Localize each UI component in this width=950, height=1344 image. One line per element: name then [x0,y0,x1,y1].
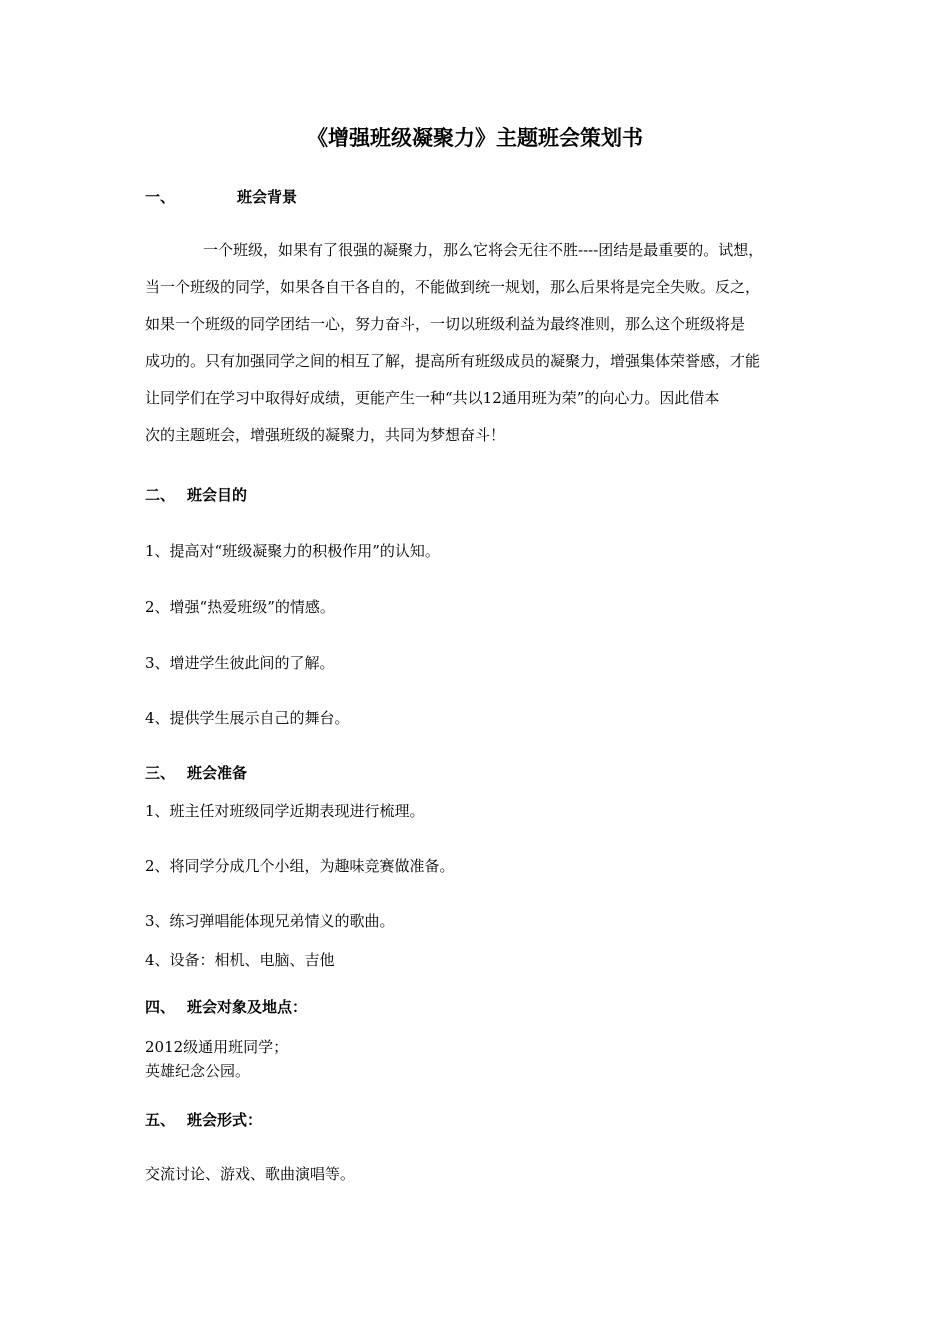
section-heading-preparation [145,762,247,783]
section-number: 二、 [145,486,176,504]
section-heading-format [145,1109,262,1130]
list-item: 3、增进学生彼此间的了解。 [145,654,335,672]
section-number: 三、 [145,764,176,782]
background-paragraph [145,232,830,454]
section-title: 班会背景 [237,188,298,206]
section-heading-participants-location [145,996,307,1017]
list-item: 1、班主任对班级同学近期表现进行梳理。 [145,802,425,820]
paragraph-line: 如果一个班级的同学团结一心，努力奋斗，一切以班级利益为最终准则，那么这个班级将是 [145,315,746,333]
list-item: 英雄纪念公园。 [145,1062,251,1080]
paragraph-line: 次的主题班会，增强班级的凝聚力，共同为梦想奋斗！ [145,426,506,444]
list-item: 3、练习弹唱能体现兄弟情义的歌曲。 [145,912,395,930]
list-item: 4、提供学生展示自己的舞台。 [145,709,350,727]
section-heading-background [145,186,297,207]
document-title: 《增强班级凝聚力》主题班会策划书 [307,126,643,150]
list-item: 2012级通用班同学； [145,1038,289,1056]
list-item: 2、将同学分成几个小组，为趣味竞赛做准备。 [145,857,455,875]
section-heading-purpose [145,484,247,505]
paragraph-line: 让同学们在学习中取得好成绩，更能产生一种“共以12通用班为荣”的向心力。因此借本 [145,389,720,407]
section-title: 班会目的 [187,486,248,504]
paragraph-line: 成功的。只有加强同学之间的相互了解，提高所有班级成员的凝聚力，增强集体荣誉感，才能 [145,352,761,370]
section-title: 班会对象及地点： [187,998,308,1016]
list-item: 交流讨论、游戏、歌曲演唱等。 [145,1165,356,1183]
section-number: 五、 [145,1111,176,1129]
section-number: 一、 [145,188,176,206]
section-title: 班会准备 [187,764,248,782]
section-title: 班会形式： [187,1111,263,1129]
list-item: 2、增强“热爱班级”的情感。 [145,598,335,616]
paragraph-line: 一个班级，如果有了很强的凝聚力，那么它将会无往不胜----团结是最重要的。试想， [203,241,764,259]
list-item: 1、提高对“班级凝聚力的积极作用”的认知。 [145,542,440,560]
list-item: 4、设备：相机、电脑、吉他 [145,951,335,969]
paragraph-line: 当一个班级的同学，如果各自干各自的，不能做到统一规划，那么后果将是完全失败。反之， [145,278,761,296]
section-number: 四、 [145,998,176,1016]
